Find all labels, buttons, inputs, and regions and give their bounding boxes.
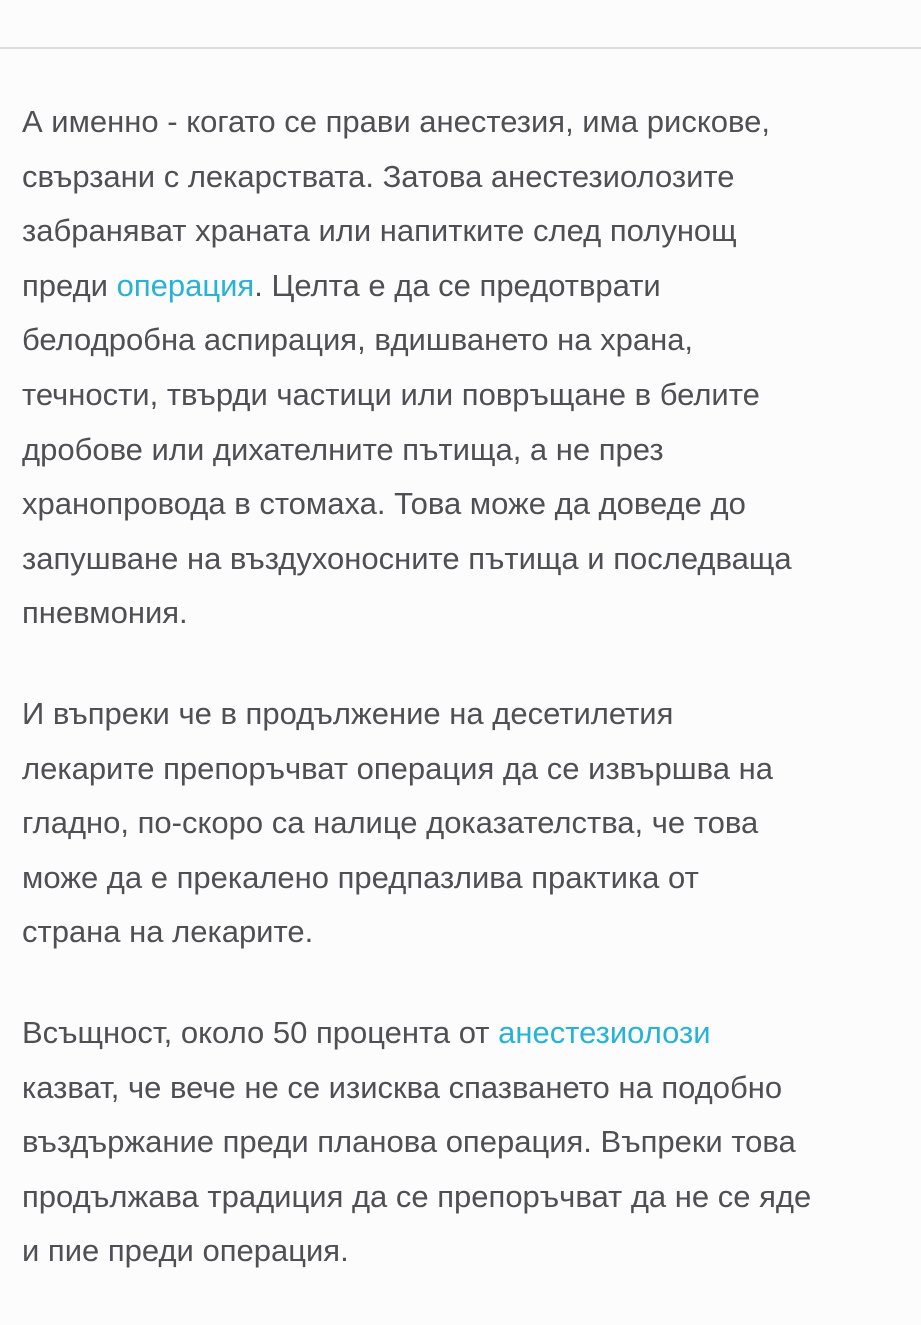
- paragraph-3-line-1-start: Всъщност, около 50 процента от: [22, 1014, 499, 1050]
- top-divider: [0, 47, 921, 49]
- paragraph-1-line-6: течности, твърди частици или повръщане в белите: [22, 376, 760, 412]
- article-body: [22, 95, 907, 1325]
- paragraph-2-line-2: лекарите препоръчват операция да се извършва на: [22, 750, 773, 786]
- paragraph-1-line-7: дробове или дихателните пътища, а не през: [22, 431, 664, 467]
- article-paragraph-3: [22, 1006, 907, 1279]
- paragraph-1-line-4-start: преди: [22, 267, 117, 303]
- paragraph-3-line-3: въздържание преди планова операция. Въпреки това: [22, 1124, 796, 1160]
- article-paragraph-2: [22, 687, 907, 960]
- paragraph-1-line-9: запушване на въздухоносните пътища и последваща: [22, 540, 792, 576]
- paragraph-1-line-10: пневмония.: [22, 595, 188, 631]
- paragraph-1-line-4-end: . Целта е да се предотврати: [254, 267, 661, 303]
- paragraph-1-line-2: свързани с лекарствата. Затова анестезиолозите: [22, 158, 735, 194]
- paragraph-1-line-1: А именно - когато се прави анестезия, има рискове,: [22, 104, 770, 139]
- paragraph-2-line-1: И въпреки че в продължение на десетилетия: [22, 695, 674, 731]
- paragraph-1-line-5: белодробна аспирация, вдишването на храна,: [22, 322, 694, 358]
- paragraph-2-line-3: гладно, по-скоро са налице доказателства, че това: [22, 805, 759, 841]
- paragraph-2-line-5: страна на лекарите.: [22, 914, 314, 950]
- paragraph-3-line-4: продължава традиция да се препоръчват да не се яде: [22, 1178, 812, 1214]
- paragraph-3-line-2: казват, че вече не се изисква спазването на подобно: [22, 1069, 783, 1105]
- article-paragraph-1: [22, 95, 907, 641]
- paragraph-3-line-5: и пие преди операция.: [22, 1233, 349, 1269]
- paragraph-1-line-3: забраняват храната или напитките след полунощ: [22, 213, 737, 249]
- link-anesthesiologists[interactable]: анестезиолози: [498, 1014, 711, 1050]
- paragraph-2-line-4: може да е прекалено предпазлива практика от: [22, 859, 699, 895]
- link-operation[interactable]: операция: [116, 267, 255, 303]
- paragraph-1-line-8: хранопровода в стомаха. Това може да доведе до: [22, 486, 746, 522]
